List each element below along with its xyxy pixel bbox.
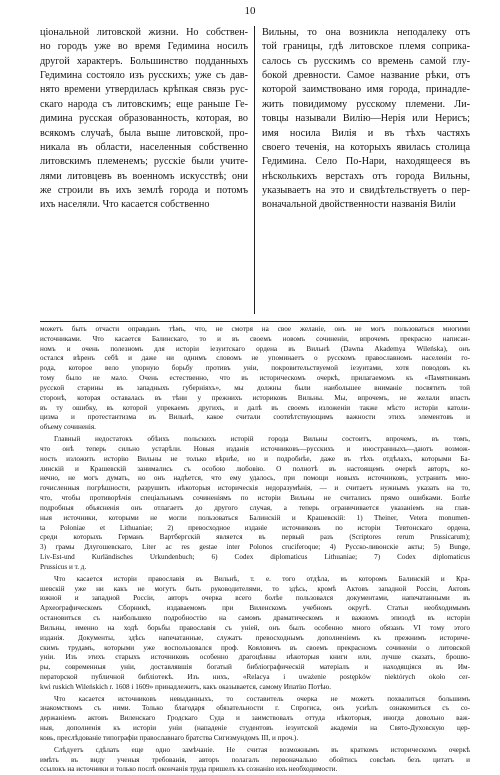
right-column-line: указываетъ на это и свидѣтельствуетъ о пер- [262, 184, 470, 196]
left-column-line: ихъ населяли. Что касается собственно [40, 199, 210, 211]
footnote-line: русской старины въ западныхъ губерніяхъ», мы должны были наибольшее вниманіе посвятить той [40, 383, 470, 392]
footnote-line: Что касается исторіи православія въ Вильнѣ, т. е. того отдѣла, въ которомъ Балинскій и Кра- [54, 574, 470, 583]
footnote-line: ность изложить исторію Вильны не только вѣрнѣе, но и подробнѣе, даже въ тѣхъ отдѣлахъ, которыми Ба- [40, 454, 470, 463]
footnote-line: ры, современныя уніи, доставлявшія богатый библіографическій матеріалъ и находящіяся въ Им- [40, 663, 470, 672]
footnote-line: цизма и протестантизма въ Вильнѣ, какое считали соотвѣтствующимъ важности этихъ элементовъ и [40, 413, 470, 422]
right-column-line: Вильны, то она возникла неподалеку отъ [262, 27, 470, 38]
left-column-line: Гедимина состояло изъ русскихъ; уже съ дав- [40, 70, 248, 82]
footnote-block [40, 325, 470, 775]
footnote-line: шевскій уже ни какъ не могутъ быть руководителями, то здѣсь, кромѣ Актовъ западной Россіи, Актовъ [40, 584, 470, 593]
footnote-line: kwi ruskich Wileńskich r. 1608 i 1609» принадлежитъ, какъ оказывается, самому Ипатію Потѣю. [40, 682, 332, 691]
left-column-line: димина русская образованность, которая, во [40, 113, 248, 125]
footnote-line: Prussicus и т. д. [40, 562, 87, 571]
footnote-line: уніи. Изъ этихъ старыхъ источниковъ особенно драгоцѣнны нѣкоторыя книги или, лучше сказать, брошю- [40, 653, 470, 662]
left-column-line: скаго народа съ литовскимъ; еще раньше Ге- [40, 98, 248, 110]
left-column-line: ціональной литовской жизни. Но собствен- [40, 27, 248, 38]
footnote-line: имѣть въ виду ученыя требованія, авторъ полагалъ первоначально обойтись совсѣмъ безъ цитатъ и [40, 755, 470, 764]
footnote-line: сторонѣ, которая оставалась въ тѣни у прежнихъ историковъ Вильны. Мы, впрочемъ, не желали впасть [40, 393, 470, 402]
footnote-line: ta Poloniae et Lithuaniae; 2) превосходное изданіе источниковъ по исторіи Тевтонскаго ордена, [40, 523, 470, 532]
footnote-line: южной и западной Россіи, авторъ очерка всего болѣе пользовался документами, напечатанными въ [40, 594, 470, 603]
footnote-line: подробныя объясненія онъ отлагаетъ до другого случая, а теперь ограничивается указаніемъ на глав- [40, 503, 470, 512]
footnote-line: гочисленныя погрѣшности, разрушить нѣкоторыя историческія недоразумѣнія, — и считаетъ нужнымъ указать на то, [40, 484, 470, 493]
footnote-line: ныя источники, которыми не могли пользоваться Балинскій и Крашевскій: 1) Theiner, Vetera monumen- [40, 513, 470, 522]
footnote-line: скимъ трудамъ, которыми уже воспользовался проф. Кояловичъ въ своемъ прекрасномъ сочиненіи о литовской [40, 643, 470, 652]
footnote-line: объему сочиненія. [40, 423, 96, 432]
right-column-line: той границы, гдѣ литовское племя соприка- [262, 41, 470, 53]
footnote-line: Liv-Est-und Kurländisches Urkundenbuch; 6) Codex diplomaticus Lithuaniae; 7) Codex diplomaticus [40, 553, 470, 562]
footnote-line: можетъ быть отчасти оправданъ тѣмъ, что, не смотря на свое желаніе, онъ не могъ пользоваться многими [40, 325, 470, 333]
footnote-line: остался вѣренъ себѣ и даже ни однимъ словомъ не упоминаетъ о русскомъ православномъ населеніи го- [40, 354, 470, 363]
left-column-line: же строили въ ихъ землѣ города и потомъ [40, 184, 248, 196]
footnote-line: Главный недостатокъ обѣихъ польскихъ исторій города Вильны состоитъ, впрочемъ, въ томъ, [54, 435, 470, 444]
footnote-line: среди которыхъ Германъ Вартбергскій является въ первый разъ (Scriptores rerum Prussicarum); [40, 533, 470, 542]
right-column-line: Гедимина. Село По-Нари, находящееся въ [262, 156, 470, 168]
right-column-line: жить повидимому русскому племени. Ли- [262, 98, 470, 110]
main-text-columns [40, 26, 470, 314]
footnote-line: изданія. Документы, здѣсь напечатанные, служатъ превосходнымъ дополненіемъ къ прежнимъ историче- [40, 633, 470, 642]
footnote-line: нечно, не могъ думать, но онъ надѣется, что ему удалось, при помощи новыхъ источниковъ, устранить мно- [40, 474, 470, 483]
footnote-line: держаніемъ актовъ Виленскаго Гродскаго Суда и заимствовалъ оттуда нѣкоторыя, иногда довольно важ- [40, 714, 470, 723]
left-column-line: другой характеръ. Большинство подданныхъ [40, 55, 248, 67]
footnote-line: источниками. Что касается Балинскаго, то и въ своемъ новомъ сочиненіи, впрочемъ прекрасно написан- [40, 334, 470, 343]
footnote-line: линскій и Крашевскій занимались съ особою любовію. О полнотѣ въ настоящемъ очеркѣ авторъ, ко- [40, 464, 470, 473]
left-column-line: литовскимъ племенемъ; русскіе были учите- [40, 156, 248, 168]
footnote-line: Археографическомъ Сборникѣ, издаваемомъ при Виленскомъ учебномъ округѣ. Статьи необходимымъ [40, 604, 470, 613]
footnote-line: ковь, преслѣдованіе типографіи православнаго братства Сигизмундомъ III, и проч.). [40, 733, 299, 742]
footnote-line: номъ и очень полезномъ для исторіи іезуитскаго ордена въ Вильнѣ (Dawna Akademya Wileńska), онъ [40, 344, 470, 353]
footnote-line: знакомствомъ съ ними. Только благодаря обязательности г. Спрогиса, онъ усиѣлъ ознакомиться съ со- [40, 704, 470, 713]
right-column-line: бокой древности. Самое название рѣки, отъ [262, 70, 470, 82]
right-column-line: салось съ русскимъ со времень самой глу- [262, 55, 470, 67]
footnote-line: ссылокъ на источники и только послѣ окончанія труда пришелъ къ сознанію ихъ необходимости. [40, 765, 338, 774]
right-column-line: имя носила Вилія и въ тѣхъ частяхъ [262, 127, 470, 139]
footnote-line: ператорской публичной библіотекѣ. Изъ нихъ, «Relacya i uważenie postępków niektórych około cer- [40, 672, 470, 681]
footnote-line: въ ту ошибку, въ которой упрекаемъ другихъ, и далѣ въ своемъ изложеніи также мѣсто исторіи католи- [40, 403, 470, 412]
left-column-line: всякомъ случаѣ, была выше литовской, про- [40, 127, 248, 139]
footnote-line: Слѣдуетъ сдѣлать еще одно замѣчаніе. Не считая возможнымъ въ краткомъ историческомъ очеркѣ [54, 745, 470, 754]
footnote-line: ныя, дополненія къ исторіи уніи (нападеніе студентовъ іезуитской академіи на Свято-Духовскую цер- [40, 724, 470, 733]
right-column-line: которой заимствовано имя города, принадле- [262, 84, 470, 96]
column-divider [254, 26, 255, 314]
left-column-line: нято времени утвердилась крѣпкая связь рус- [40, 84, 248, 96]
right-column [262, 26, 470, 213]
right-column-line: воначальной двойственности названія Виліи [262, 199, 456, 211]
footnote-line: что, чтобы противорѣчія спеціальнымъ сочиненіямъ по исторіи Вильны не считались прямо ошибками. Болѣе [40, 494, 470, 503]
footnote-line: рода, которое вело упорную борьбу противъ уніи, покровительствуемой іезуитами, хотя поводовъ къ [40, 364, 470, 373]
footnote-line: 3) грамы Длугошевскаго, Liter ac res gestae inter Polonos cruciferoque; 4) Русско-ливонскіе акты; 5) Bunge, [40, 543, 470, 552]
left-column [40, 26, 248, 213]
left-column-line: но городъ уже во время Гедимина носилъ [40, 41, 248, 53]
left-column-line: никала въ области, населенныя собственно [40, 141, 248, 153]
right-column-line: товцы называли Вилію—Нерія или Нерисъ; [262, 113, 470, 125]
page-number: 10 [244, 5, 256, 17]
footnote-separator [40, 321, 468, 322]
left-column-line: лями литовцевъ въ военномъ искусствѣ; они [40, 170, 248, 182]
footnote-line: тому было не мало. Очень естественно, что въ историческомъ очеркѣ, прилагаемомъ къ «Памятникамъ [40, 374, 470, 383]
footnote-line: что онѣ теперь сильно устарѣли. Новыя изданія источниковъ—русскихъ и иностранныхъ—даютъ возмож- [40, 444, 470, 453]
right-column-line: нѣсколькихъ верстахъ отъ города Вильны, [262, 170, 470, 182]
footnote-line: остановиться съ наибольшею подробностію на самомъ драматическомъ и важномъ эпизодѣ въ исторіи [40, 614, 470, 623]
footnote-line: Что касается источниковъ невыданныхъ, то составитель очерка не можетъ похвалиться большимъ [54, 694, 470, 703]
right-column-line: своего теченія, на которыхъ явилась столица [262, 141, 470, 153]
footnote-line: Вильны, именно на ходѣ борьбы православія съ уніей, онъ былъ особенно много обязанъ VI тому этого [40, 623, 470, 632]
